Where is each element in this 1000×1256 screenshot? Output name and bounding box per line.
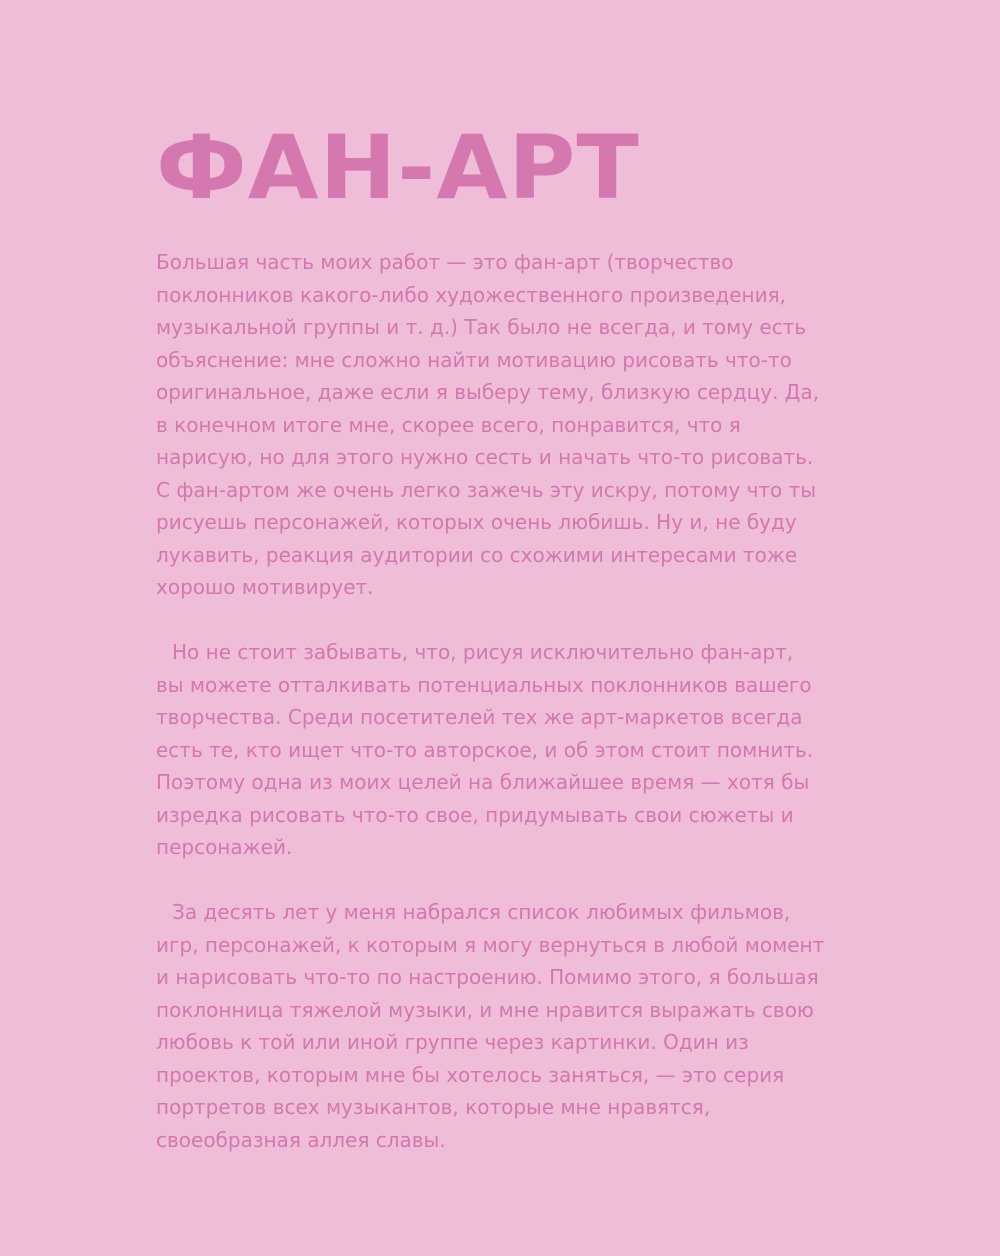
paragraph-3: За десять лет у меня набрался список любимых фильмов, игр, персонажей, к которым я могу вернуться в любой момент и нарисовать что-то по настроению. Помимо этого, я большая поклонница тяжелой музыки, и мне нравится выражать свою любовь к той или иной группе через картинки. Один из проектов, которым мне бы хотелось заняться, — это серия портретов всех музыкантов, которые мне нравятся, своеобразная аллея славы. <box>156 900 825 1152</box>
article-body <box>156 246 826 1189</box>
paragraph-2: Но не стоит забывать, что, рисуя исключительно фан-арт, вы можете отталкивать потенциальных поклонников вашего творчества. Среди посетителей тех же арт-маркетов всегда есть те, кто ищет что-то авторское, и об этом стоит помнить. Поэтому одна из моих целей на ближайшее время — хотя бы изредка рисовать что-то свое, придумывать свои сюжеты и персонажей. <box>156 640 814 859</box>
page-title: ФАН-АРТ <box>156 116 640 219</box>
paragraph-1: Большая часть моих работ — это фан-арт (творчество поклонников какого-либо художественного произведения, музыкальной группы и т. д.) Так было не всегда, и тому есть объяснение: мне сложно найти мотивацию рисовать что-то оригинальное, даже если я выберу тему, близкую сердцу. Да, в конечном итоге мне, скорее всего, понравится, что я нарисую, но для этого нужно сесть и начать что-то рисовать. С фан-артом же очень легко зажечь эту искру, потому что ты рисуешь персонажей, которых очень любишь. Ну и, не буду лукавить, реакция аудитории со схожими интересами тоже хорошо мотивирует. <box>156 250 820 599</box>
